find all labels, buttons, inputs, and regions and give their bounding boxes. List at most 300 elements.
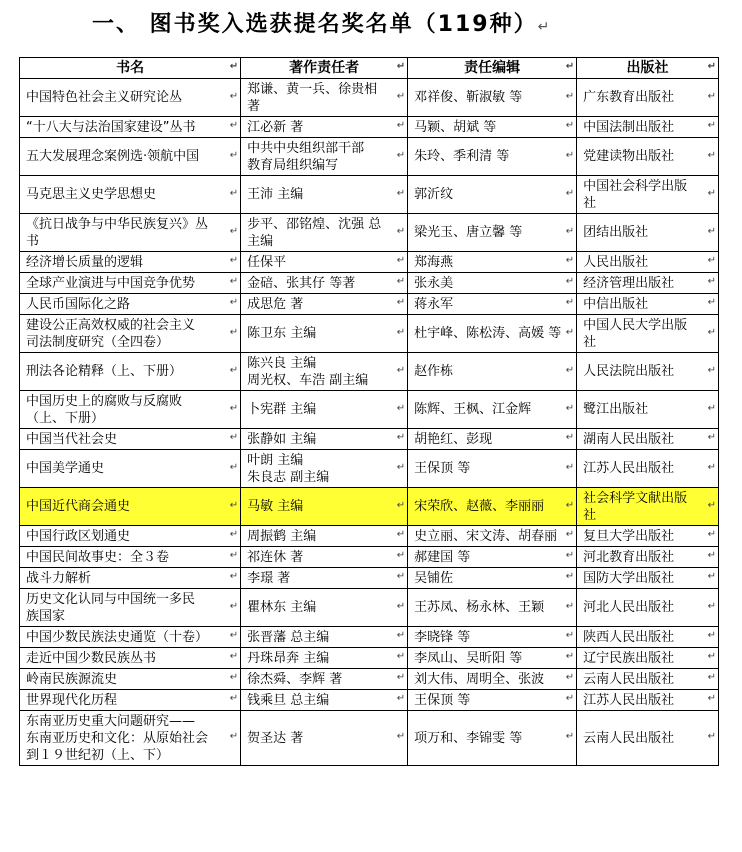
header-book: 书名 ↵ [20,58,241,79]
cell-author [241,589,408,627]
cell-editor [408,214,577,252]
cell-end-mark-icon: ↵ [229,499,239,511]
cell-publisher [577,117,719,138]
table-row [20,690,719,711]
cell-editor [408,488,577,526]
table-row [20,138,719,176]
cell-editor [408,526,577,547]
cell-editor [408,79,577,117]
cell-editor [408,547,577,568]
cell-editor-text: 宋荣欣、赵薇、李丽丽 [414,498,572,515]
cell-end-mark-icon: ↵ [565,499,575,511]
cell-author [241,294,408,315]
cell-publisher-text: 陕西人民出版社 [583,629,675,645]
cell-publisher [577,294,719,315]
cell-author [241,526,408,547]
cell-end-mark-icon: ↵ [565,432,575,443]
cell-end-mark-icon: ↵ [396,225,406,237]
cell-author [241,315,408,353]
cell-author [241,429,408,450]
table-row [20,450,719,488]
cell-publisher [577,589,719,627]
cell-book-text: 中国当代社会史 [26,431,118,447]
cell-end-mark-icon: ↵ [707,149,716,161]
table-row [20,547,719,568]
cell-editor-text: 郭沂纹 [414,187,454,202]
cell-book [20,315,241,353]
cell-end-mark-icon: ↵ [565,731,575,742]
cell-author-text: 贺圣达 著 [247,730,304,746]
cell-editor-text: 陈辉、王枫、江金辉 [414,402,532,417]
cell-end-mark-icon: ↵ [229,187,239,199]
cell-book-text: 中国行政区划通史 [26,528,131,544]
table-row [20,353,719,391]
cell-publisher [577,526,719,547]
cell-editor-text: 李凤山、吴昕阳 等 [414,650,523,666]
table-row [20,79,719,117]
table-row [20,648,719,669]
cell-book [20,391,241,429]
cell-author-text: 步平、邵铭煌、沈强 总 主编 [247,216,382,249]
cell-book-text: 五大发展理念案例选·领航中国 [26,149,200,164]
cell-editor-text: 朱玲、季利清 等 [414,149,510,164]
cell-editor [408,294,577,315]
cell-editor [408,429,577,450]
cell-book [20,648,241,669]
cell-editor-text: 项万和、李锦雯 等 [414,730,523,746]
cell-editor [408,627,577,648]
cell-end-mark-icon: ↵ [565,120,575,131]
cell-publisher-text: 中国法制出版社 [583,119,675,135]
cell-publisher-text: 河北人民出版社 [583,600,675,615]
cell-author-text: 李璟 著 [247,570,291,586]
cell-editor-text: 马颖、胡斌 等 [414,119,497,135]
cell-end-mark-icon: ↵ [707,326,716,338]
cell-editor [408,252,577,273]
table-row [20,391,719,429]
cell-publisher [577,214,719,252]
cell-end-mark-icon: ↵ [396,651,406,662]
cell-author-text: 郑谦、黄一兵、徐贵相 著 [247,81,378,114]
award-table [19,57,719,766]
cell-end-mark-icon: ↵ [229,364,239,376]
cell-author [241,488,408,526]
cell-end-mark-icon: ↵ [707,90,716,102]
cell-publisher [577,450,719,488]
cell-author-text: 陈兴良 主编 周光权、车浩 副主编 [247,355,369,388]
cell-book [20,273,241,294]
cell-editor-text: 郝建国 等 [414,549,471,565]
cell-end-mark-icon: ↵ [229,297,239,308]
cell-publisher-text: 人民出版社 [583,254,649,270]
cell-end-mark-icon: ↵ [707,364,716,376]
header-author: 著作责任者 ↵ [241,58,408,79]
cell-publisher [577,429,719,450]
cell-editor [408,353,577,391]
cell-end-mark-icon: ↵ [396,672,406,683]
cell-book [20,176,241,214]
header-publisher: 出版社 ↵ [577,58,719,79]
cell-end-mark-icon: ↵ [707,432,716,443]
cell-end-mark-icon: ↵ [565,225,575,237]
cell-book-text: 岭南民族源流史 [26,671,118,687]
cell-editor-text: 史立丽、宋文涛、胡春丽 [414,528,558,544]
cell-book [20,79,241,117]
cell-publisher-text: 中信出版社 [583,296,649,312]
cell-end-mark-icon: ↵ [229,149,239,161]
cell-publisher [577,391,719,429]
cell-book [20,568,241,589]
cell-author [241,627,408,648]
page-title-text: 一、 图书奖入选获提名奖名单（119种） [92,12,538,37]
cell-editor-text: 邓祥俊、靳淑敏 等 [414,90,523,105]
cell-publisher [577,353,719,391]
cell-book-text: 全球产业演进与中国竞争优势 [26,275,196,291]
cell-author-text: 周振鹤 主编 [247,528,317,544]
cell-author-text: 钱乘旦 总主编 [247,692,330,708]
cell-publisher [577,252,719,273]
cell-publisher [577,648,719,669]
table-row [20,488,719,526]
cell-end-mark-icon: ↵ [229,630,239,641]
cell-end-mark-icon: ↵ [565,600,575,612]
cell-author [241,391,408,429]
cell-editor-text: 吴铺佐 [414,570,454,586]
cell-publisher [577,669,719,690]
cell-end-mark-icon: ↵ [396,461,406,473]
table-row [20,315,719,353]
cell-end-mark-icon: ↵ [229,651,239,662]
cell-publisher-text: 鹭江出版社 [583,402,649,417]
cell-editor-text: 赵作栋 [414,364,454,379]
cell-author [241,547,408,568]
cell-book-text: “十八大与法治国家建设”丛书 [26,119,196,135]
cell-publisher [577,568,719,589]
cell-editor-text: 郑海燕 [414,254,454,270]
cell-book [20,526,241,547]
cell-end-mark-icon: ↵ [565,402,575,414]
cell-publisher-text: 河北教育出版社 [583,549,675,565]
cell-end-mark-icon: ↵ [565,276,575,287]
cell-publisher-text: 党建读物出版社 [583,149,675,164]
cell-end-mark-icon: ↵ [565,461,575,473]
cell-end-mark-icon: ↵ [565,651,575,662]
cell-end-mark-icon: ↵ [707,651,716,662]
cell-publisher-text: 云南人民出版社 [583,730,675,746]
cell-author-text: 瞿林东 主编 [247,600,317,615]
cell-end-mark-icon: ↵ [229,672,239,683]
cell-publisher [577,79,719,117]
cell-end-mark-icon: ↵ [396,276,406,287]
cell-editor [408,648,577,669]
cell-author [241,214,408,252]
cell-end-mark-icon: ↵ [565,90,575,102]
table-body [20,79,719,766]
cell-author [241,117,408,138]
cell-author [241,138,408,176]
cell-book [20,138,241,176]
cell-editor [408,589,577,627]
cell-author-text: 马敏 主编 [247,498,403,515]
cell-publisher-text: 团结出版社 [583,225,649,240]
cell-end-mark-icon: ↵ [707,187,716,199]
cell-end-mark-icon: ↵ [707,276,716,287]
cell-editor-text: 蒋永军 [414,296,454,312]
cell-editor [408,669,577,690]
cell-editor [408,273,577,294]
cell-end-mark-icon: ↵ [229,461,239,473]
cell-editor-text: 张永美 [414,275,454,291]
table-row [20,568,719,589]
cell-end-mark-icon: ↵ [707,571,716,582]
cell-book [20,214,241,252]
cell-book-text: 建设公正高效权威的社会主义 司法制度研究（全四卷） [26,317,196,350]
cell-end-mark-icon: ↵ [707,600,716,612]
table-row [20,711,719,766]
cell-author-text: 王沛 主编 [247,187,304,202]
cell-end-mark-icon: ↵ [565,672,575,683]
cell-book [20,353,241,391]
cell-book-text: 中国美学通史 [26,461,105,476]
cell-author-text: 卜宪群 主编 [247,402,317,417]
cell-book-text: 马克思主义史学思想史 [26,187,157,202]
cell-author-text: 江必新 著 [247,119,304,135]
cell-editor [408,568,577,589]
cell-publisher-text: 中国社会科学出版 社 [583,178,688,211]
cell-book-text: 历史文化认同与中国统一多民 族国家 [26,591,196,624]
cell-editor-text: 杜宇峰、陈松涛、高媛 等 [414,326,562,341]
cell-editor [408,138,577,176]
cell-book [20,589,241,627]
cell-end-mark-icon: ↵ [396,120,406,131]
cell-book [20,294,241,315]
cell-book-text: 中国民间故事史：全３卷 [26,549,170,565]
cell-author-text: 徐杰舜、李辉 著 [247,671,343,687]
cell-end-mark-icon: ↵ [707,630,716,641]
cell-end-mark-icon: ↵ [707,255,716,266]
cell-end-mark-icon: ↵ [707,225,716,237]
table-row [20,214,719,252]
cell-publisher-text: 社会科学文献出版 社 [583,490,714,524]
cell-author [241,711,408,766]
cell-editor [408,711,577,766]
cell-end-mark-icon: ↵ [396,149,406,161]
cell-editor-text: 李晓锋 等 [414,629,471,645]
cell-end-mark-icon: ↵ [707,297,716,308]
cell-author-text: 任保平 [247,254,287,270]
cell-publisher [577,488,719,526]
cell-publisher [577,547,719,568]
cell-end-mark-icon: ↵ [565,630,575,641]
table-row [20,429,719,450]
cell-book [20,690,241,711]
cell-end-mark-icon: ↵ [229,402,239,414]
cell-end-mark-icon: ↵ [396,326,406,338]
cell-author-text: 祁连休 著 [247,549,304,565]
cell-book [20,429,241,450]
cell-author-text: 叶朗 主编 朱良志 副主编 [247,452,330,485]
cell-end-mark-icon: ↵ [396,187,406,199]
cell-end-mark-icon: ↵ [396,364,406,376]
cell-end-mark-icon: ↵ [707,529,716,540]
cell-author-text: 中共中央组织部干部 教育局组织编写 [247,140,365,173]
cell-end-mark-icon: ↵ [565,693,575,704]
table-row [20,294,719,315]
cell-book [20,252,241,273]
cell-author [241,353,408,391]
cell-editor-text: 梁光玉、唐立馨 等 [414,225,523,240]
cell-end-mark-icon: ↵ [396,90,406,102]
cell-author [241,79,408,117]
cell-book-text: 战斗力解析 [26,570,92,586]
cell-publisher [577,627,719,648]
cell-end-mark-icon: ↵ [707,499,716,511]
cell-publisher [577,273,719,294]
cell-author-text: 成思危 著 [247,296,304,312]
cell-author [241,450,408,488]
cell-end-mark-icon: ↵ [229,276,239,287]
cell-publisher [577,138,719,176]
cell-publisher-text: 辽宁民族出版社 [583,650,675,666]
cell-editor [408,315,577,353]
cell-book [20,711,241,766]
cell-publisher-text: 江苏人民出版社 [583,461,675,476]
cell-editor [408,117,577,138]
cell-publisher-text: 经济管理出版社 [583,275,675,291]
cell-publisher [577,315,719,353]
cell-author [241,690,408,711]
cell-end-mark-icon: ↵ [396,255,406,266]
cell-book-text: 东南亚历史重大问题研究—— 东南亚历史和文化：从原始社会 到１９世纪初（上、下） [26,713,209,763]
cell-author-text: 丹珠昂奔 主编 [247,650,330,666]
cell-end-mark-icon: ↵ [707,693,716,704]
cell-publisher-text: 复旦大学出版社 [583,528,675,544]
table-row [20,117,719,138]
cell-end-mark-icon: ↵ [707,402,716,414]
cell-end-mark-icon: ↵ [565,550,575,561]
cell-end-mark-icon: ↵ [229,90,239,102]
table-header-row [20,58,719,79]
cell-end-mark-icon: ↵ [229,432,239,443]
table-row [20,526,719,547]
cell-book [20,627,241,648]
cell-book [20,450,241,488]
cell-end-mark-icon: ↵ [396,402,406,414]
cell-book-text: 走近中国少数民族丛书 [26,650,157,666]
cell-end-mark-icon: ↵ [707,461,716,473]
table-row [20,176,719,214]
cell-end-mark-icon: ↵ [396,432,406,443]
cell-end-mark-icon: ↵ [229,529,239,540]
cell-editor-text: 王保顶 等 [414,692,471,708]
cell-book-text: 中国历史上的腐败与反腐败 （上、下册） [26,393,183,426]
cell-end-mark-icon: ↵ [396,693,406,704]
cell-author [241,176,408,214]
cell-publisher-text: 人民法院出版社 [583,364,675,379]
cell-publisher-text: 湖南人民出版社 [583,431,675,447]
cell-end-mark-icon: ↵ [565,326,575,338]
cell-publisher-text: 中国人民大学出版 社 [583,317,688,350]
cell-editor [408,391,577,429]
cell-book [20,669,241,690]
cell-author [241,568,408,589]
cell-end-mark-icon: ↵ [396,297,406,308]
cell-book-text: 中国近代商会通史 [26,498,236,515]
cell-book-text: 世界现代化历程 [26,692,118,708]
cell-end-mark-icon: ↵ [707,120,716,131]
cell-editor [408,176,577,214]
cell-end-mark-icon: ↵ [565,297,575,308]
header-editor: 责任编辑 ↵ [408,58,577,79]
cell-end-mark-icon: ↵ [396,529,406,540]
cell-end-mark-icon: ↵ [396,600,406,612]
table-row [20,627,719,648]
cell-editor-text: 王苏凤、杨永林、王颖 [414,600,545,615]
cell-editor-text: 刘大伟、周明全、张波 [414,671,545,687]
cell-book-text: 中国少数民族法史通览（十卷） [26,629,209,645]
cell-book [20,117,241,138]
cell-editor-text: 胡艳红、彭现 [414,431,493,447]
cell-author-text: 陈卫东 主编 [247,326,317,341]
cell-end-mark-icon: ↵ [707,672,716,683]
cell-end-mark-icon: ↵ [565,529,575,540]
cell-end-mark-icon: ↵ [565,187,575,199]
paragraph-mark-icon: ↵ [537,19,552,35]
cell-end-mark-icon: ↵ [396,630,406,641]
cell-publisher [577,176,719,214]
cell-publisher [577,690,719,711]
cell-author-text: 张晋藩 总主编 [247,629,330,645]
cell-author [241,273,408,294]
cell-end-mark-icon: ↵ [565,255,575,266]
cell-end-mark-icon: ↵ [565,571,575,582]
cell-end-mark-icon: ↵ [565,149,575,161]
cell-end-mark-icon: ↵ [229,255,239,266]
cell-editor [408,690,577,711]
table-row [20,252,719,273]
cell-end-mark-icon: ↵ [396,550,406,561]
cell-publisher-text: 云南人民出版社 [583,671,675,687]
cell-book-text: 刑法各论精释（上、下册） [26,364,183,379]
cell-end-mark-icon: ↵ [229,600,239,612]
cell-author-text: 张静如 主编 [247,431,317,447]
cell-book-text: 人民币国际化之路 [26,296,131,312]
cell-author [241,669,408,690]
table-row [20,669,719,690]
cell-end-mark-icon: ↵ [707,550,716,561]
cell-editor-text: 王保顶 等 [414,461,471,476]
table-row [20,273,719,294]
cell-author [241,252,408,273]
page-title [92,10,551,42]
cell-publisher-text: 江苏人民出版社 [583,692,675,708]
cell-author-text: 金碚、张其仔 等著 [247,275,356,291]
cell-end-mark-icon: ↵ [229,120,239,131]
cell-end-mark-icon: ↵ [229,550,239,561]
cell-publisher-text: 国防大学出版社 [583,570,675,586]
cell-end-mark-icon: ↵ [229,731,239,742]
cell-editor [408,450,577,488]
cell-book-text: 《抗日战争与中华民族复兴》丛 书 [26,216,209,249]
cell-book [20,488,241,526]
cell-end-mark-icon: ↵ [229,571,239,582]
cell-end-mark-icon: ↵ [396,499,406,511]
cell-end-mark-icon: ↵ [396,571,406,582]
cell-end-mark-icon: ↵ [229,225,239,237]
cell-end-mark-icon: ↵ [396,731,406,742]
cell-end-mark-icon: ↵ [229,326,239,338]
table-row [20,589,719,627]
